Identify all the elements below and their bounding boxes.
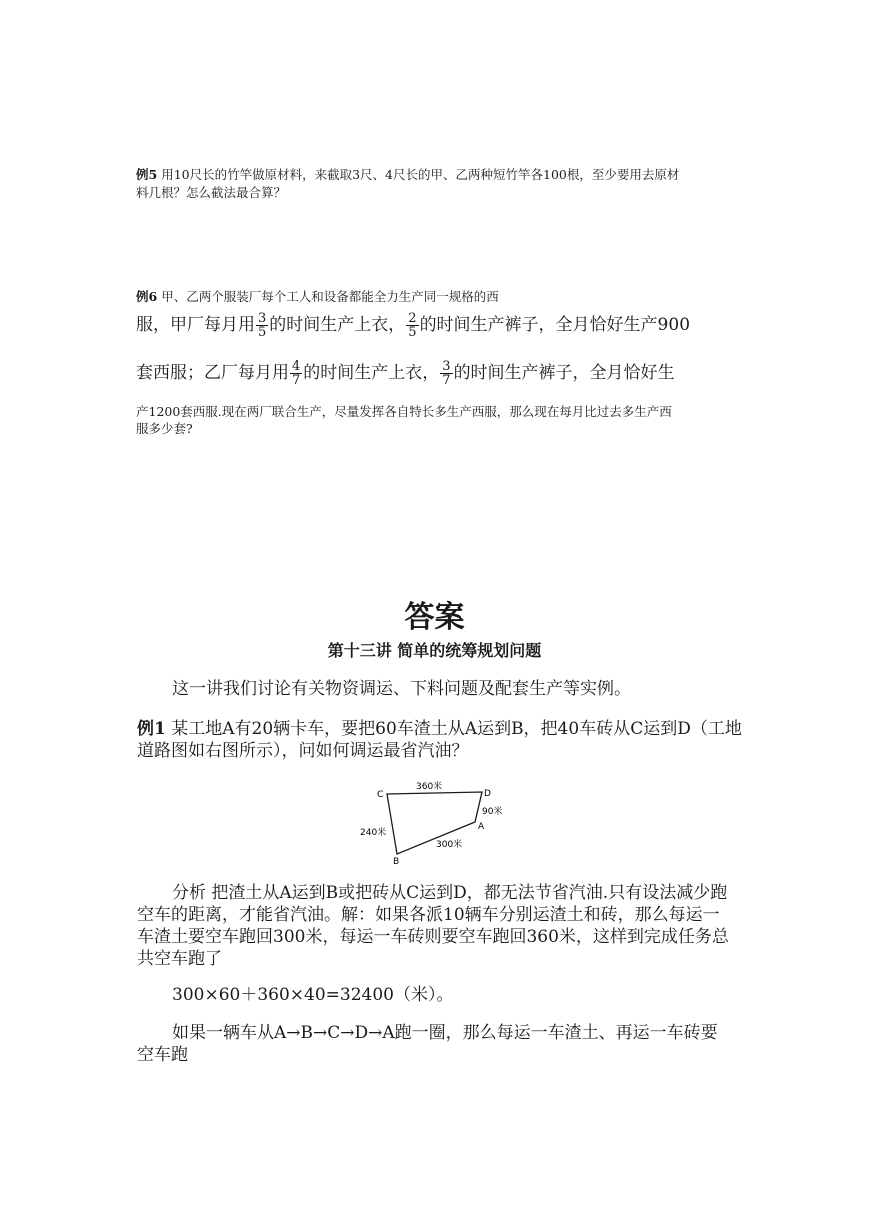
ex5-line1 (136, 167, 679, 183)
ex6-label: 例6 (136, 289, 158, 304)
ex5-label: 例5 (136, 167, 158, 182)
ex6-l2c: 的时间生产裤子，全月恰好生产900 (419, 315, 691, 335)
intro-text: 这一讲我们讨论有关物资调运、下料问题及配套生产等实例。 (172, 679, 631, 699)
frac-num: 3 (442, 359, 451, 374)
frac-den: 7 (292, 373, 301, 388)
analysis-line1: 分析 把渣土从A运到B或把砖从C运到D，都无法节省汽油.只有设法减少跑 (172, 883, 728, 903)
ex6-line5: 服多少套? (136, 421, 193, 436)
analysis-line2: 空车的距离，才能省汽油。解：如果各派10辆车分别运渣土和砖，那么每运一 (137, 905, 720, 925)
ex6-line2 (136, 312, 690, 339)
ex1-line1 (137, 718, 742, 740)
da-length-label: 90米 (482, 807, 503, 817)
ex6-l3b: 的时间生产上衣， (303, 363, 440, 383)
cb-length-label: 240米 (360, 828, 387, 838)
frac-num: 4 (292, 359, 301, 374)
answer-title: 答案 (404, 600, 465, 635)
point-c-label: C (377, 790, 384, 800)
lecture-title: 第十三讲 简单的统筹规划问题 (327, 641, 542, 660)
analysis-line3: 车渣土要空车跑回300米，每运一车砖则要空车跑回360米，这样到完成任务总 (137, 927, 729, 947)
ex6-line3 (136, 360, 675, 387)
ex6-line1 (136, 289, 499, 305)
analysis-line4: 共空车跑了 (137, 949, 222, 969)
point-a-label: A (478, 822, 485, 832)
ex6-l3c: 的时间生产裤子，全月恰好生 (453, 363, 675, 383)
fraction-3-5 (256, 312, 268, 339)
frac-den: 7 (442, 373, 451, 388)
fraction-3-7 (440, 360, 452, 387)
ex5-line2: 料几根？怎么截法最合算？ (136, 185, 287, 200)
ex1-line2: 道路图如右图所示），问如何调运最省汽油？ (137, 741, 469, 761)
point-b-label: B (393, 857, 400, 866)
cd-length-label: 360米 (416, 782, 443, 792)
para2-line2: 空车跑 (137, 1045, 188, 1065)
formula: 300×60＋360×40=32400（米）。 (172, 985, 454, 1005)
ex1-text1: 某工地A有20辆卡车，要把60车渣土从A运到B，把40车砖从C运到D（工地 (171, 719, 742, 739)
fraction-2-5 (406, 312, 418, 339)
ex6-l2a: 服，甲厂每月用 (136, 315, 255, 335)
point-d-label: D (484, 789, 491, 799)
road-quadrilateral (387, 792, 482, 854)
ex5-text1: 用10尺长的竹竿做原材料，来截取3尺、4尺长的甲、乙两种短竹竿各100根，至少要用去原材 (161, 167, 680, 182)
frac-num: 2 (408, 311, 417, 326)
frac-num: 3 (258, 311, 267, 326)
ex6-l2b: 的时间生产上衣， (269, 315, 406, 335)
fraction-4-7 (290, 360, 302, 387)
frac-den: 5 (258, 325, 267, 340)
ba-length-label: 300米 (436, 840, 463, 850)
road-diagram (360, 776, 520, 866)
ex1-label: 例1 (137, 719, 166, 739)
frac-den: 5 (408, 325, 417, 340)
ex6-line4: 产1200套西服.现在两厂联合生产，尽量发挥各自特长多生产西服，那么现在每月比过去多生产西 (136, 404, 672, 419)
ex6-l3a: 套西服；乙厂每月用 (136, 363, 289, 383)
para2-line1: 如果一辆车从A→B→C→D→A跑一圈，那么每运一车渣土、再运一车砖要 (172, 1023, 718, 1043)
ex6-text1: 甲、乙两个服装厂每个工人和设备都能全力生产同一规格的西 (161, 289, 499, 304)
